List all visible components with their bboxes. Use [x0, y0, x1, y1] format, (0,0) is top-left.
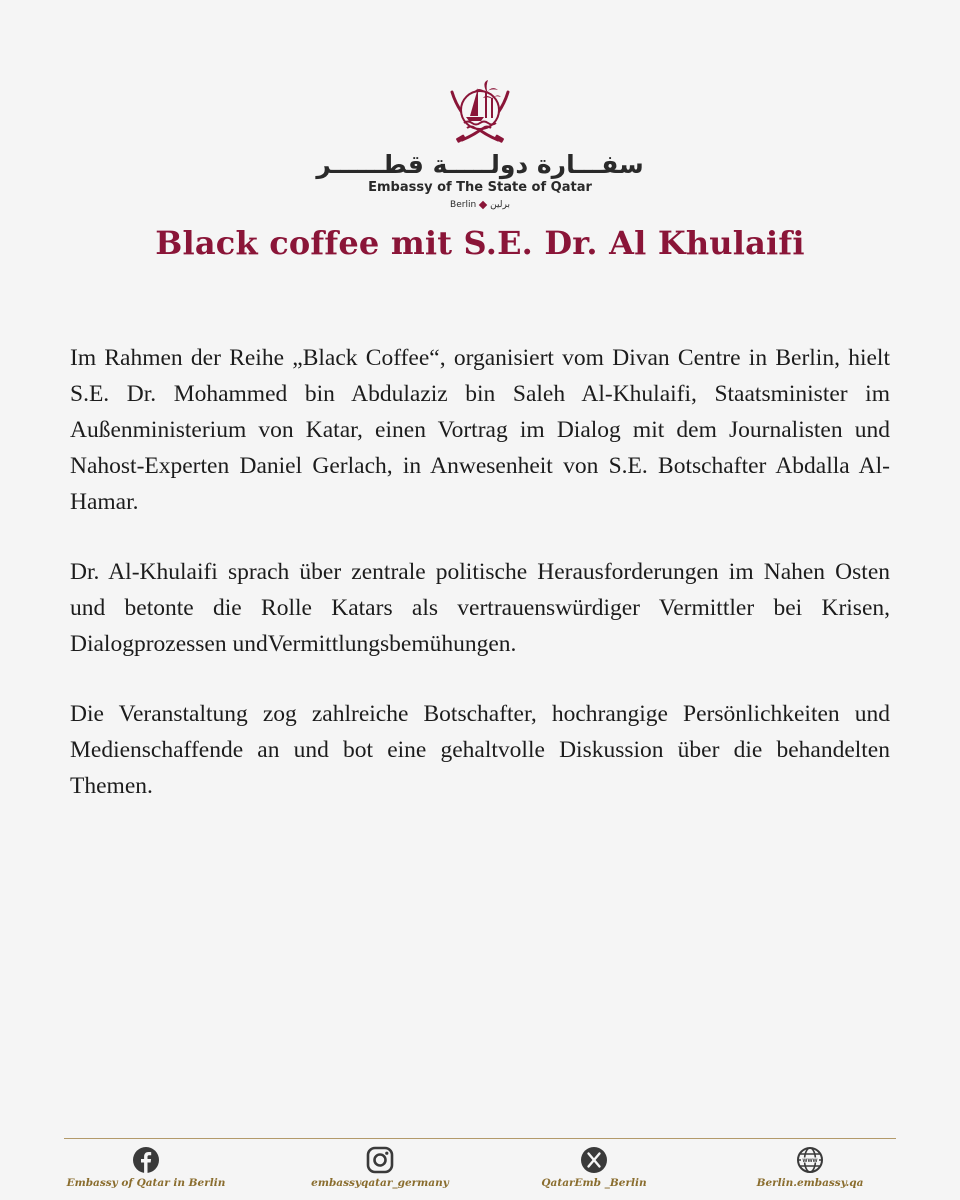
website-label: Berlin.embassy.qa	[756, 1177, 864, 1189]
org-name-english: Embassy of The State of Qatar	[368, 180, 592, 195]
globe-icon	[796, 1146, 824, 1174]
footer-divider	[64, 1138, 896, 1139]
x-icon	[580, 1146, 608, 1174]
paragraph-1: Im Rahmen der Reihe „Black Coffee“, organisiert vom Divan Centre in Berlin, hielt S.E. Dr. Mohammed bin Abdulaziz bin Saleh Al-Khulaifi, Staatsminister im Außenministerium von Katar, einen Vortrag im Dialog mit dem Journalisten und Nahost-Experten Daniel Gerlach, in Anwesenheit von S.E. Botschafter Abdalla Al-Hamar.	[70, 345, 890, 515]
facebook-label: Embassy of Qatar in Berlin	[66, 1177, 226, 1189]
page-title: Black coffee mit S.E. Dr. Al Khulaifi	[155, 224, 805, 262]
embassy-logo	[0, 70, 960, 210]
qatar-emblem-icon	[440, 70, 520, 150]
facebook-link[interactable]	[46, 1146, 246, 1189]
social-footer	[64, 1146, 896, 1196]
paragraph-2: Dr. Al-Khulaifi sprach über zentrale politische Herausforderungen im Nahen Osten und betonte die Rolle Katars als vertrauenswürdiger Vermittler bei Krisen, Dialogprozessen undVermittlungsbemühungen.	[70, 559, 890, 657]
article-body	[70, 340, 890, 838]
facebook-icon	[132, 1146, 160, 1174]
instagram-label: embassyqatar_germany	[311, 1177, 449, 1189]
svg-text:WWW: WWW	[802, 1158, 818, 1164]
org-name-arabic: سفـــارة دولـــــة قطــــــر	[316, 150, 644, 179]
city-english: Berlin	[450, 200, 477, 210]
x-link[interactable]	[494, 1146, 694, 1189]
x-label: QatarEmb _Berlin	[541, 1177, 647, 1189]
city-arabic: برلين	[490, 200, 510, 210]
paragraph-3: Die Veranstaltung zog zahlreiche Botschafter, hochrangige Persönlichkeiten und Medienschaffende an und bot eine gehaltvolle Diskussion über die behandelten Themen.	[70, 701, 890, 799]
diamond-separator-icon	[479, 201, 487, 209]
instagram-icon	[366, 1146, 394, 1174]
instagram-link[interactable]	[280, 1146, 480, 1189]
website-link[interactable]	[710, 1146, 910, 1189]
location-line	[450, 200, 510, 210]
